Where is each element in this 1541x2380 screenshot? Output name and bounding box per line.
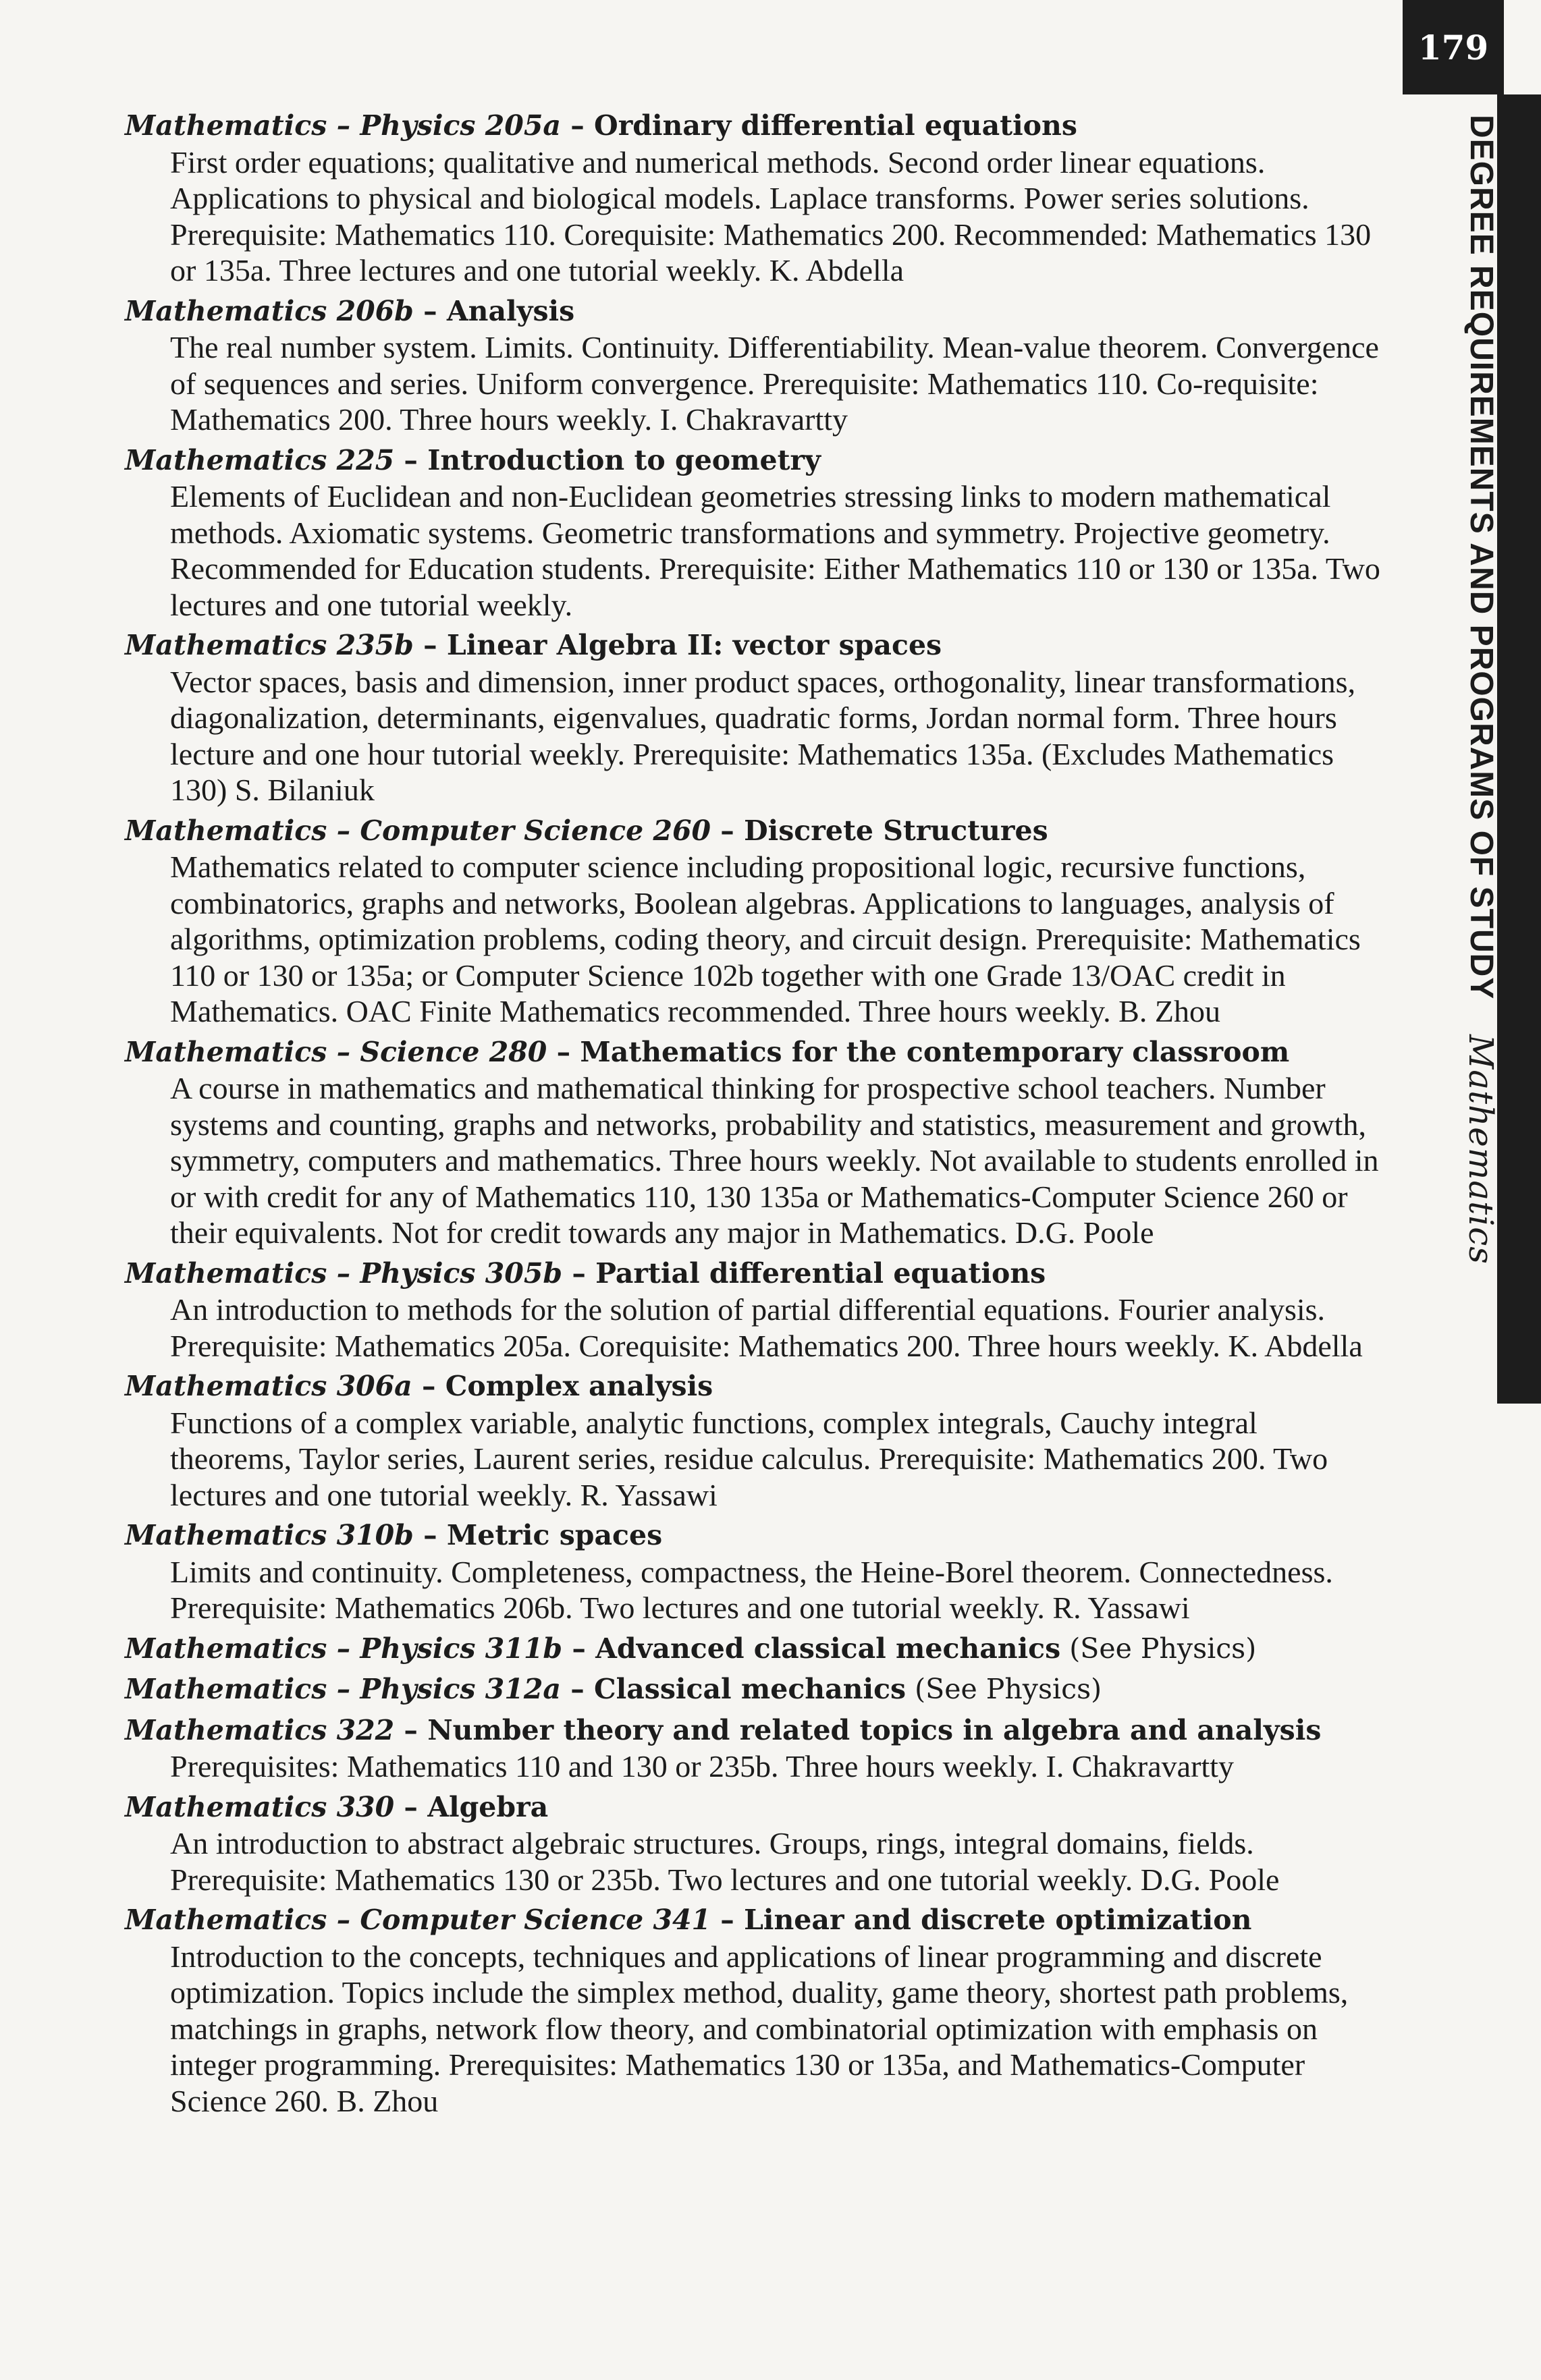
course-code: Mathematics – Physics 205a: [125, 109, 561, 142]
course-heading: [125, 1713, 1380, 1749]
course-title: – Partial differential equations: [562, 1256, 1046, 1290]
course-entry: [125, 294, 1380, 438]
section-heading: DEGREE REQUIREMENTS AND PROGRAMS OF STUDY: [1463, 115, 1499, 1000]
course-heading: [125, 108, 1380, 144]
course-listing: [125, 108, 1380, 2124]
course-description: Elements of Euclidean and non-Euclidean geometries stressing links to modern mathematical methods. Axiomatic systems. Geometric transformations and symmetry. Projective geometry. Recommended for Education students. Prerequisite: Either Mathematics 110 or 130 or 135a. Two lectures and one tutorial weekly.: [170, 479, 1380, 622]
course-code: Mathematics – Computer Science 260: [125, 814, 711, 847]
course-entry: [125, 1631, 1380, 1667]
course-description: An introduction to methods for the solution of partial differential equations. Fourier analysis. Prerequisite: Mathematics 205a. Corequisite: Mathematics 200. Three hours weekly. K. Abdella: [170, 1292, 1363, 1363]
course-entry: [125, 1713, 1380, 1785]
course-entry: [125, 813, 1380, 1030]
course-code: Mathematics – Computer Science 341: [125, 1904, 711, 1936]
course-description: Functions of a complex variable, analytic functions, complex integrals, Cauchy integral theorems, Taylor series, Laurent series, residue calculus. Prerequisite: Mathematics 200. Two lectures and one tutorial weekly. R. Yassawi: [170, 1405, 1328, 1512]
course-code: Mathematics 206b: [125, 294, 414, 327]
course-code: Mathematics – Science 280: [125, 1035, 547, 1068]
course-entry: [125, 1368, 1380, 1513]
course-title: – Linear Algebra II: vector spaces: [413, 629, 942, 661]
course-heading: [125, 1368, 1380, 1405]
course-title: – Algebra: [394, 1790, 549, 1823]
course-entry: [125, 108, 1380, 289]
course-heading: [125, 628, 1380, 664]
course-code: Mathematics 322: [125, 1713, 395, 1746]
course-description: Vector spaces, basis and dimension, inner product spaces, orthogonality, linear transformations, diagonalization, determinants, eigenvalues, quadratic forms, Jordan normal form. Three hours lecture and one hour tutorial weekly. Prerequisite: Mathematics 135a. (Excludes Mathematics 130) S. Bilaniuk: [170, 664, 1356, 807]
course-description: A course in mathematics and mathematical thinking for prospective school teachers. Number systems and counting, graphs and networks, probability and statistics, measurement and growth, symmetry, computers and mathematics. Three hours weekly. Not available to students enrolled in or with credit for any of Mathematics 110, 130 135a or Mathematics-Computer Science 260 or their equivalents. Not for credit towards any major in Mathematics. D.G. Poole: [170, 1071, 1379, 1250]
course-heading: [125, 1518, 1380, 1554]
page-number: 179: [1403, 0, 1504, 94]
course-description: Introduction to the concepts, techniques and applications of linear programming and discrete optimization. Topics include the simplex method, duality, game theory, shortest path problems, matchings in graphs, network flow theory, and combinatorial optimization with emphasis on integer programming. Prerequisites: Mathematics 130 or 135a, and Mathematics-Computer Science 260. B. Zhou: [170, 1939, 1349, 2118]
course-code: Mathematics 330: [125, 1790, 395, 1823]
course-entry: [125, 1790, 1380, 1898]
course-code: Mathematics – Physics 305b: [125, 1256, 563, 1290]
course-title: – Ordinary differential equations: [560, 109, 1077, 142]
course-heading: [125, 1631, 1380, 1667]
course-heading: [125, 443, 1380, 479]
course-title: – Classical mechanics: [560, 1673, 907, 1705]
course-entry: [125, 1671, 1380, 1708]
course-entry: [125, 628, 1380, 808]
course-code: Mathematics – Physics 312a: [125, 1673, 561, 1705]
course-heading: [125, 813, 1380, 850]
course-heading: [125, 1256, 1380, 1292]
course-code: Mathematics 225: [125, 443, 395, 476]
subject-heading: Mathematics: [1461, 1034, 1501, 1265]
course-title: – Discrete Structures: [711, 814, 1048, 847]
course-description: First order equations; qualitative and numerical methods. Second order linear equations. Applications to physical and biological models. Laplace transforms. Power series solutions. Prerequisite: Mathematics 110. Corequisite: Mathematics 200. Recommended: Mathematics 130 or 135a. Three lectures and one tutorial weekly. K. Abdella: [170, 144, 1372, 287]
course-title: – Analysis: [413, 294, 575, 327]
side-running-heading: [1461, 115, 1501, 1265]
course-entry: [125, 1902, 1380, 2119]
course-entry: [125, 443, 1380, 624]
course-code: Mathematics – Physics 311b: [125, 1632, 563, 1665]
course-code: Mathematics 235b: [125, 629, 414, 661]
course-title: – Introduction to geometry: [394, 443, 821, 476]
course-heading: [125, 1902, 1380, 1939]
course-title: – Advanced classical mechanics: [562, 1632, 1061, 1665]
course-description: An introduction to abstract algebraic structures. Groups, rings, integral domains, fields. Prerequisite: Mathematics 130 or 235b. Two lectures and one tutorial weekly. D.G. Poole: [170, 1826, 1280, 1897]
course-heading: [125, 1034, 1380, 1071]
course-heading: [125, 1790, 1380, 1826]
course-title: – Number theory and related topics in algebra and analysis: [394, 1713, 1322, 1746]
course-heading: [125, 1671, 1380, 1708]
course-description: Prerequisites: Mathematics 110 and 130 or 235b. Three hours weekly. I. Chakravartty: [170, 1749, 1234, 1783]
course-entry: [125, 1034, 1380, 1251]
course-title: – Metric spaces: [413, 1519, 663, 1551]
course-title: – Complex analysis: [412, 1370, 713, 1402]
course-description: The real number system. Limits. Continuity. Differentiability. Mean-value theorem. Convergence of sequences and series. Uniform convergence. Prerequisite: Mathematics 110. Co-requisite: Mathematics 200. Three hours weekly. I. Chakravartty: [170, 330, 1379, 437]
course-code: Mathematics 310b: [125, 1519, 414, 1551]
side-thumb-strip: [1497, 94, 1541, 1404]
course-heading: [125, 294, 1380, 330]
course-description: Mathematics related to computer science including propositional logic, recursive functions, combinatorics, graphs and networks, Boolean algebras. Applications to languages, analysis of algorithms, optimization problems, coding theory, and circuit design. Prerequisite: Mathematics 110 or 130 or 135a; or Computer Science 102b together with one Grade 13/OAC credit in Mathematics. OAC Finite Mathematics recommended. Three hours weekly. B. Zhou: [170, 850, 1361, 1028]
course-entry: [125, 1256, 1380, 1364]
course-description: Limits and continuity. Completeness, compactness, the Heine-Borel theorem. Connectedness. Prerequisite: Mathematics 206b. Two lectures and one tutorial weekly. R. Yassawi: [170, 1554, 1333, 1625]
course-title: – Mathematics for the contemporary classroom: [547, 1035, 1290, 1068]
course-code: Mathematics 306a: [125, 1370, 412, 1402]
cross-reference: (See Physics): [906, 1673, 1102, 1705]
cross-reference: (See Physics): [1060, 1632, 1257, 1665]
course-entry: [125, 1518, 1380, 1626]
course-title: – Linear and discrete optimization: [711, 1904, 1252, 1936]
